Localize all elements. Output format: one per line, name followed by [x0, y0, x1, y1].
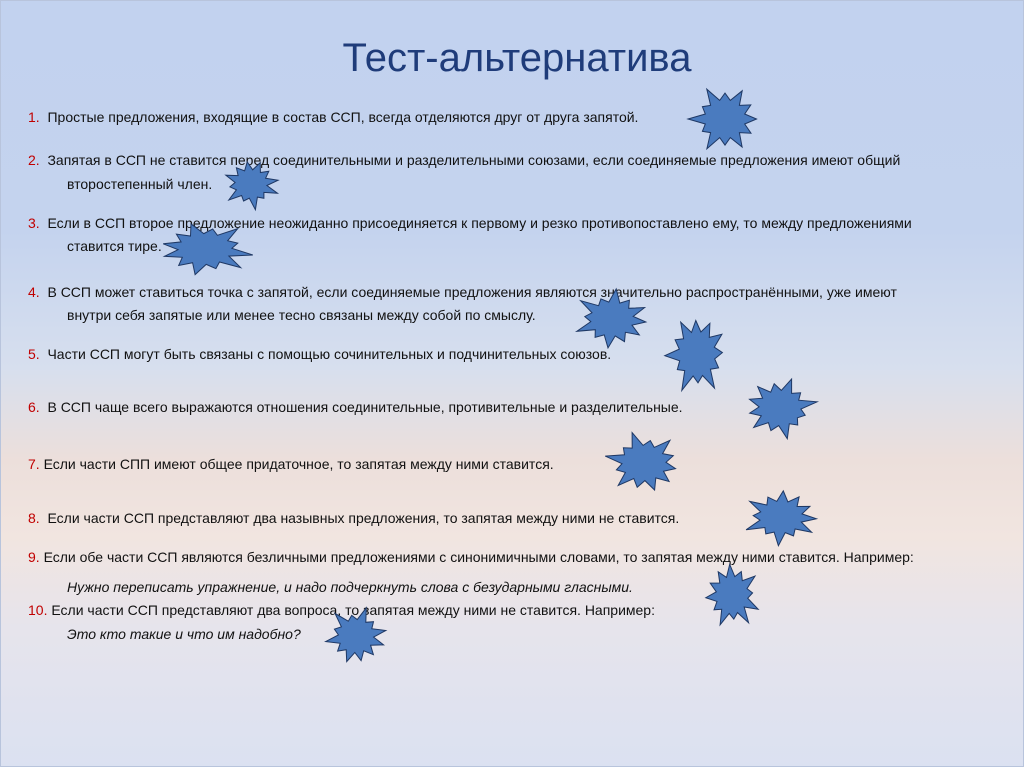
- statement-1: [28, 107, 638, 128]
- statement-number: 6.: [28, 399, 40, 415]
- statement-number: 10.: [28, 602, 48, 618]
- star-cover-8[interactable]: [742, 488, 820, 546]
- statement-9-example: Нужно переписать упражнение, и надо подчеркнуть слова с безударными гласными.: [67, 579, 633, 595]
- star-cover-2[interactable]: [222, 158, 280, 210]
- star-burst-icon: [742, 488, 820, 546]
- statement-2: [28, 150, 900, 171]
- statement-number: 1.: [28, 109, 40, 125]
- statement-text: Если части ССП представляют два назывных предложения, то запятая между ними не ставится.: [47, 510, 680, 526]
- star-burst-icon: [156, 221, 254, 277]
- star-cover-5[interactable]: [664, 313, 730, 395]
- star-cover-1[interactable]: [688, 84, 762, 154]
- statement-2-continuation: второстепенный член.: [67, 176, 213, 192]
- star-burst-icon: [573, 288, 651, 350]
- star-burst-icon: [324, 606, 388, 666]
- statement-number: 5.: [28, 346, 40, 362]
- statement-number: 7.: [28, 456, 40, 472]
- statement-number: 8.: [28, 510, 40, 526]
- star-burst-icon: [742, 376, 818, 440]
- statement-4: [28, 282, 897, 303]
- statement-10-example: Это кто такие и что им надобно?: [67, 626, 301, 642]
- statement-text: Если обе части ССП являются безличными предложениями с синонимичными словами, то запятая между ними ставится. Например:: [43, 549, 914, 565]
- star-burst-icon: [688, 84, 762, 154]
- statement-8: [28, 508, 679, 529]
- statement-text: В ССП может ставиться точка с запятой, если соединяемые предложения являются значительно распространёнными, уже имеют: [47, 284, 897, 300]
- star-burst-icon: [703, 561, 761, 629]
- statement-4-continuation: внутри себя запятые или менее тесно связаны между собой по смыслу.: [67, 307, 536, 323]
- star-cover-9[interactable]: [703, 561, 761, 629]
- statement-9: [28, 547, 914, 568]
- star-burst-icon: [664, 313, 730, 395]
- statement-text: Части ССП могут быть связаны с помощью сочинительных и подчинительных союзов.: [47, 346, 612, 362]
- statement-number: 4.: [28, 284, 40, 300]
- star-cover-3[interactable]: [156, 221, 254, 277]
- statement-6: [28, 397, 683, 418]
- star-cover-4[interactable]: [573, 288, 651, 350]
- statement-text: В ССП чаще всего выражаются отношения соединительные, противительные и разделительные.: [47, 399, 683, 415]
- statement-text: Простые предложения, входящие в состав ССП, всегда отделяются друг от друга запятой.: [47, 109, 639, 125]
- star-burst-icon: [222, 158, 280, 210]
- statement-number: 9.: [28, 549, 40, 565]
- statement-text: Если части ССП представляют два вопроса, то запятая между ними не ставится. Например:: [51, 602, 655, 618]
- statement-text: Если в ССП второе предложение неожиданно присоединяется к первому и резко противопоставлено ему, то между предложениями: [47, 215, 912, 231]
- statement-number: 2.: [28, 152, 40, 168]
- star-cover-7[interactable]: [604, 431, 684, 495]
- statement-text: Запятая в ССП не ставится перед соединительными и разделительными союзами, если соединяемые предложения имеют общий: [47, 152, 901, 168]
- star-cover-10[interactable]: [324, 606, 388, 666]
- statement-number: 3.: [28, 215, 40, 231]
- statement-5: [28, 344, 611, 365]
- slide-title: Тест-альтернатива: [342, 36, 692, 80]
- star-cover-6[interactable]: [742, 376, 818, 440]
- statement-text: Если части СПП имеют общее придаточное, то запятая между ними ставится.: [43, 456, 554, 472]
- star-burst-icon: [604, 431, 684, 495]
- statement-3-continuation: ставится тире.: [67, 238, 162, 254]
- statement-7: [28, 454, 554, 475]
